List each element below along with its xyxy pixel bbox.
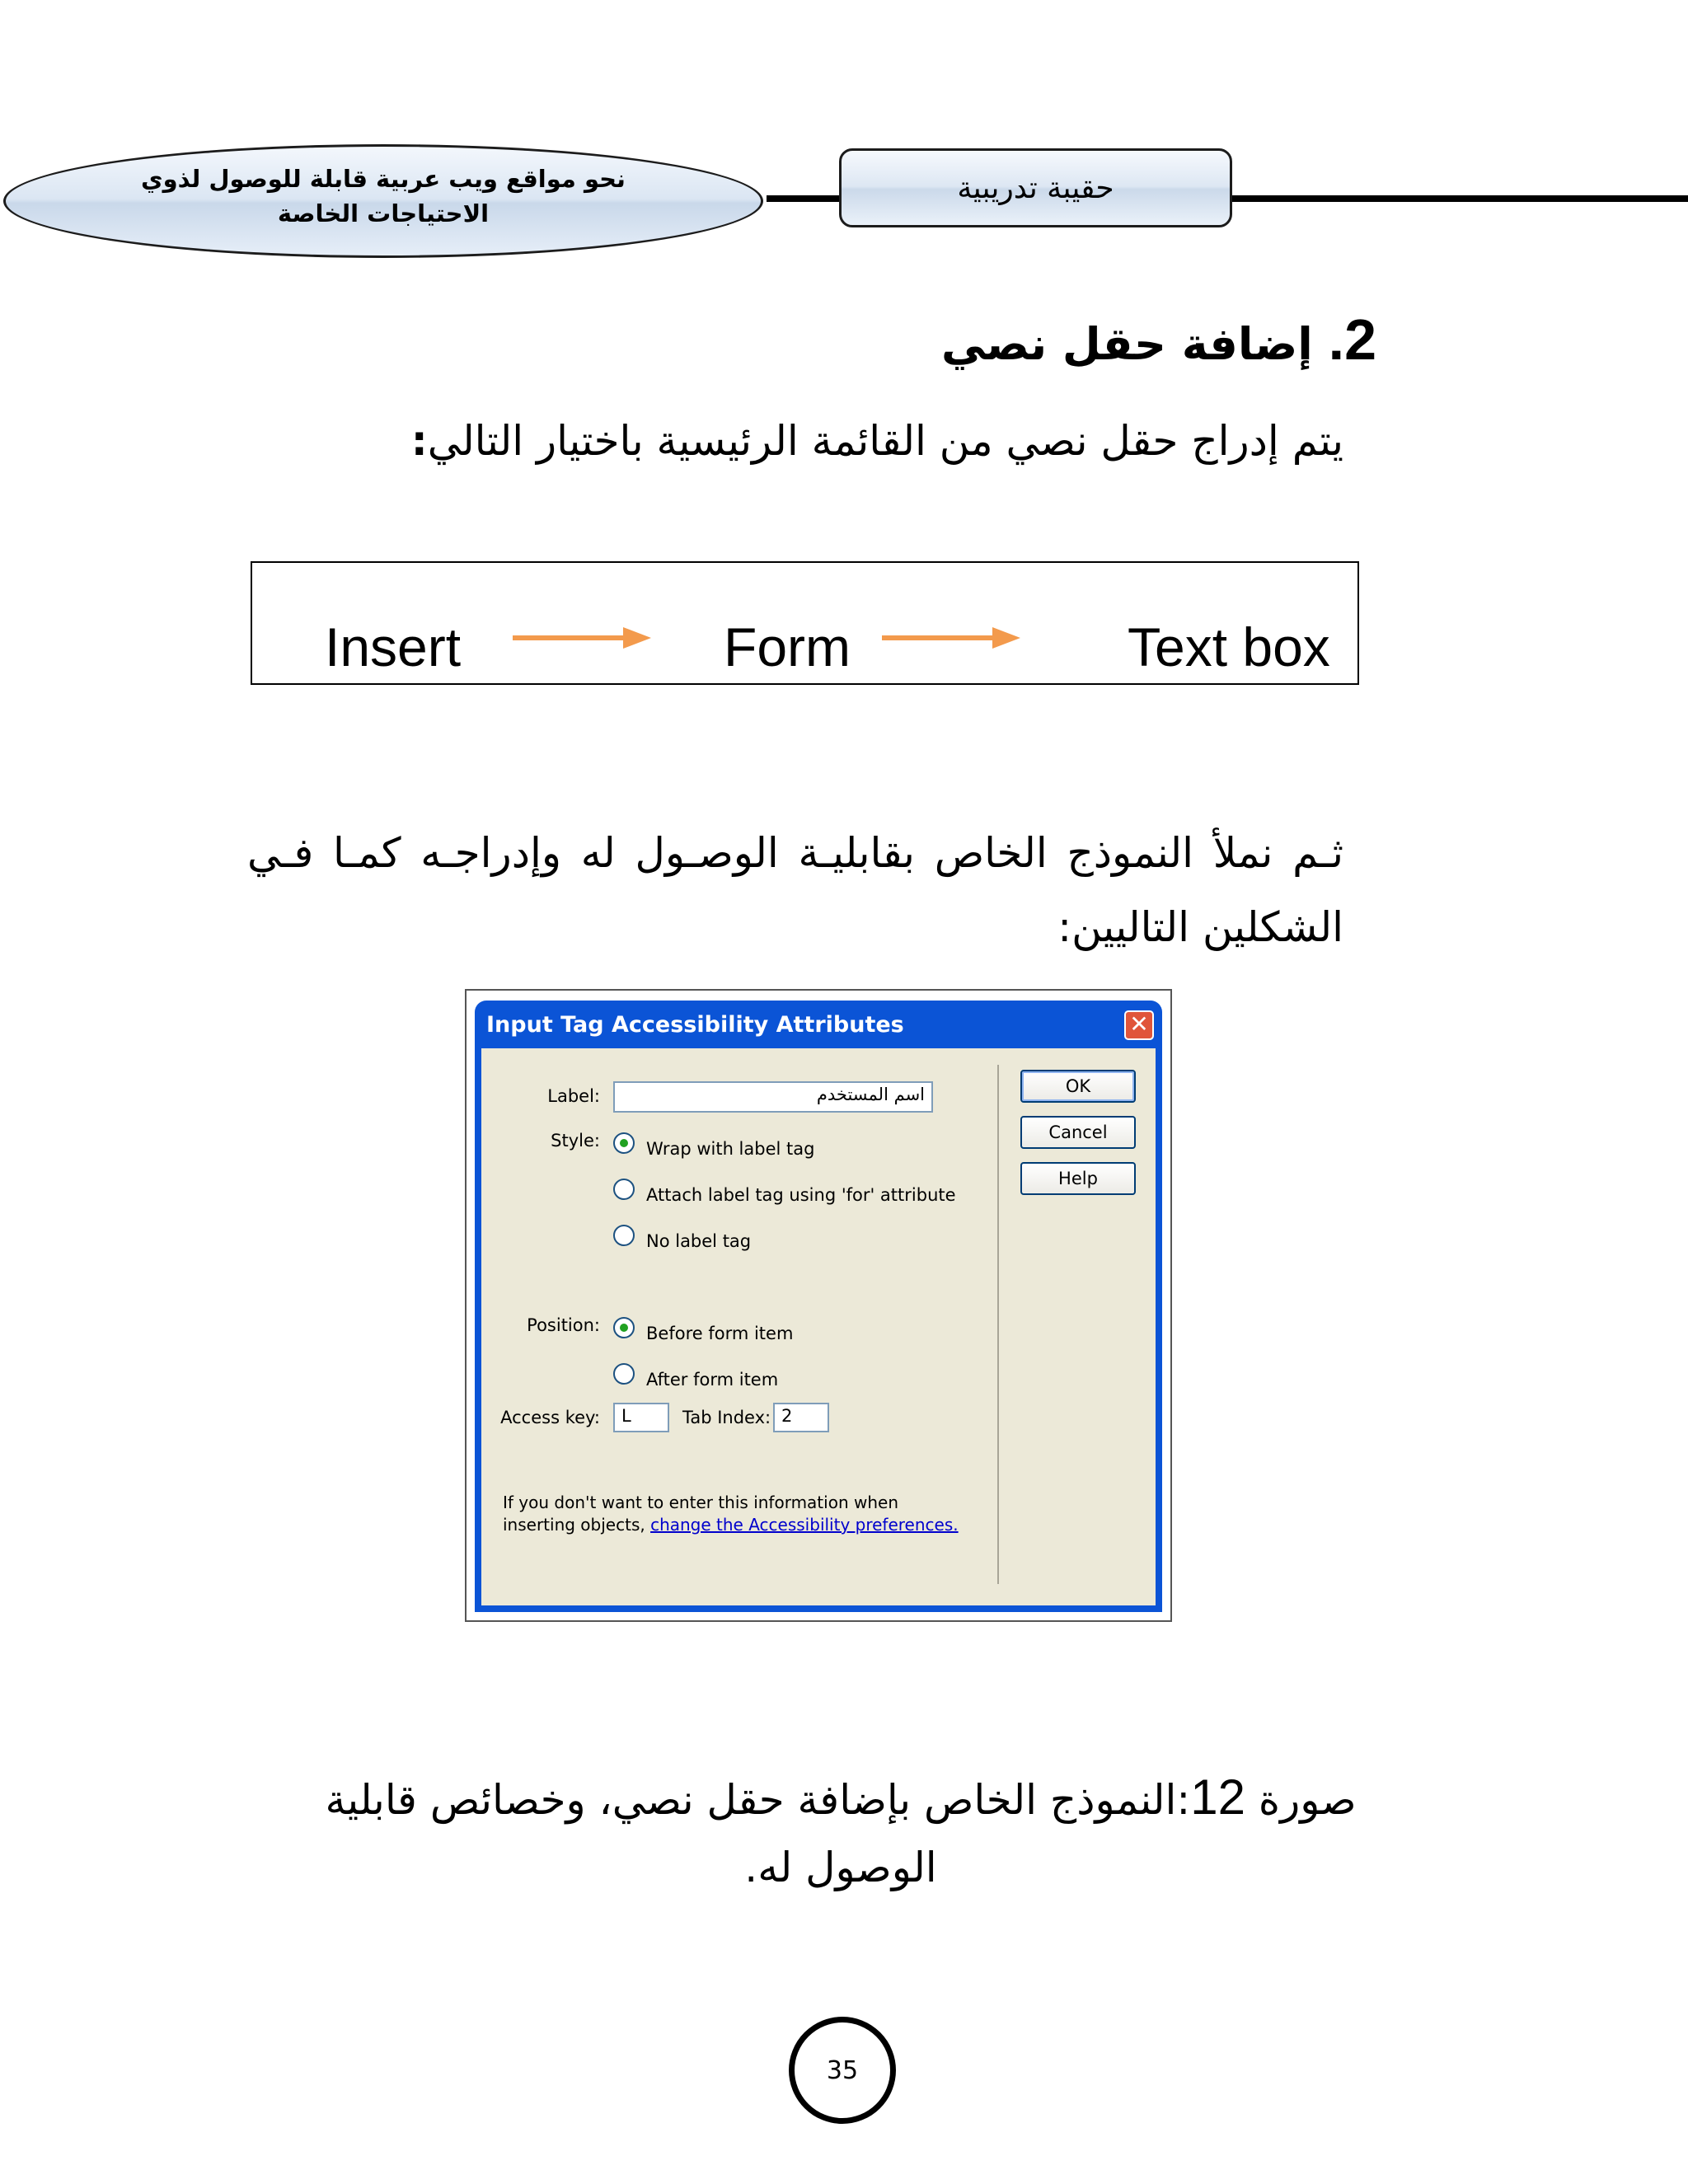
help-button-label: Help (1058, 1169, 1098, 1188)
ok-button[interactable] (1020, 1070, 1136, 1103)
header-title-line1: نحو مواقع ويب عربية قابلة للوصول لذوي (141, 165, 626, 193)
style-radio-wrap[interactable] (613, 1132, 635, 1154)
intro-paragraph (411, 417, 1343, 465)
arrow-right-icon (882, 627, 1020, 649)
position-option-before: Before form item (646, 1324, 794, 1343)
position-radio-before[interactable] (613, 1317, 635, 1338)
style-caption: Style: (551, 1131, 600, 1151)
header-title (99, 162, 668, 231)
dialog-title: Input Tag Accessibility Attributes (486, 1012, 904, 1038)
note-line2 (503, 1514, 959, 1536)
section-heading (941, 307, 1376, 373)
label-caption: Label: (547, 1086, 600, 1106)
style-option-wrap: Wrap with label tag (646, 1139, 815, 1159)
style-option-attach: Attach label tag using 'for' attribute (646, 1185, 956, 1205)
note-line2-prefix: inserting objects, (503, 1515, 651, 1535)
ok-button-label: OK (1065, 1076, 1091, 1096)
figure-caption (272, 1764, 1409, 1901)
accessibility-preferences-link[interactable]: change the Accessibility preferences. (650, 1515, 959, 1535)
section-number: 2. (1328, 307, 1376, 372)
tab-index-caption: Tab Index: (682, 1408, 771, 1427)
menu-step-textbox: Text box (1128, 616, 1330, 677)
style-radio-none[interactable] (613, 1225, 635, 1246)
position-option-after: After form item (646, 1370, 779, 1390)
accessibility-note (503, 1492, 959, 1536)
position-caption: Position: (527, 1315, 600, 1335)
caption-prefix: صورة (1245, 1776, 1357, 1824)
close-icon[interactable]: ✕ (1124, 1010, 1154, 1040)
help-button[interactable] (1020, 1162, 1136, 1195)
style-option-none: No label tag (646, 1231, 752, 1251)
dialog-separator (997, 1065, 999, 1584)
style-radio-attach[interactable] (613, 1179, 635, 1200)
caption-number: 12 (1190, 1769, 1246, 1825)
fill-form-paragraph: ثـم نملأ النموذج الخاص بقابليـة الوصـول له وإدراجـه كمـا فـي الشكلين التاليين: (247, 829, 1343, 951)
cancel-button-label: Cancel (1048, 1122, 1108, 1142)
note-line1: If you don't want to enter this information when (503, 1493, 898, 1512)
section-title: إضافة حقل نصي (941, 318, 1313, 370)
cancel-button[interactable] (1020, 1116, 1136, 1149)
header-label-box (839, 148, 1232, 227)
intro-text: يتم إدراج حقل نصي من القائمة الرئيسية باختيار التالي (427, 417, 1343, 465)
menu-step-form: Form (724, 616, 851, 677)
arrow-right-icon (513, 627, 651, 649)
header-label: حقيبة تدريبية (957, 171, 1114, 205)
tab-index-input[interactable]: 2 (773, 1403, 829, 1432)
label-input[interactable]: اسم المستخدم (613, 1081, 933, 1113)
caption-text: :النموذج الخاص بإضافة حقل نصي، وخصائص قابلية الوصول له. (325, 1776, 1191, 1891)
page-number (789, 2017, 896, 2124)
intro-colon: : (410, 417, 428, 465)
access-key-input[interactable]: L (613, 1403, 669, 1432)
page-number-value: 35 (826, 2055, 859, 2085)
menu-step-insert: Insert (325, 616, 462, 677)
access-key-caption: Access key: (500, 1408, 600, 1427)
position-radio-after[interactable] (613, 1363, 635, 1385)
header-title-line2: الاحتياجات الخاصة (277, 199, 490, 227)
